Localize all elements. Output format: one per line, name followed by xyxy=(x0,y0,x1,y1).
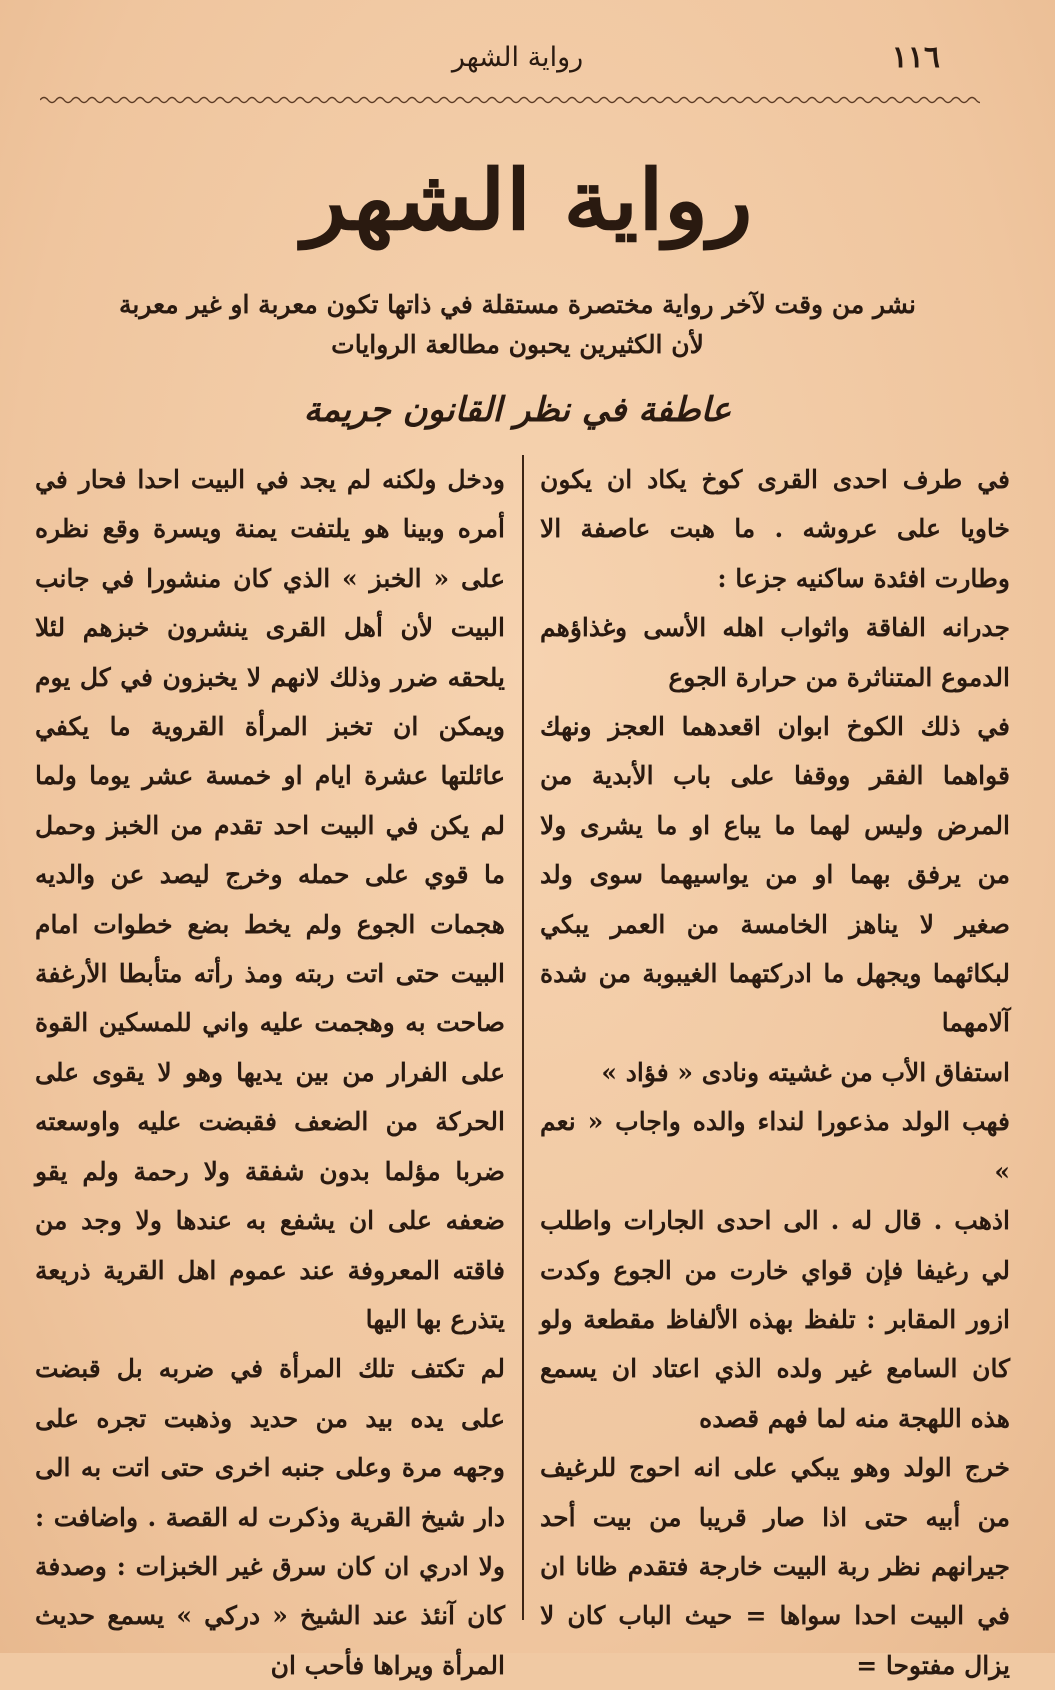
paragraph: في طرف احدى القرى كوخ يكاد ان يكون خاويا على عروشه . ما هبت عاصفة الا وطارت افئدة ساكنيه جزعا : xyxy=(540,465,1010,593)
paragraph: في ذلك الكوخ ابوان اقعدهما العجز ونهك قواهما الفقر ووقفا على باب الأبدية من المرض وليس لهما ما يباع او ما يشرى ولا من يرفق بهما او من يواسيهما سوى ولد صغير لا يناهز الخامسة من العمر يبكي لبكائهما ويجهل ما ادركتهما الغيبوبة من شدة آلامهما xyxy=(540,712,1010,1038)
running-title: رواية الشهر xyxy=(451,42,584,73)
column-divider xyxy=(522,455,524,1620)
paragraph: فهب الولد مذعورا لنداء والده واجاب « نعم » xyxy=(540,1107,1010,1186)
masthead-title: رواية الشهر xyxy=(302,151,753,249)
paragraph: ودخل ولكنه لم يجد في البيت احدا فحار في أمره وبينا هو يلتفت يمنة ويسرة وقع نظره على « الخبز » الذي كان منشورا في جانب البيت لأن أهل القرى ينشرون خبزهم لئلا يلحقه ضرر وذلك لانهم لا يخبزون في كل يوم ويمكن ان تخبز المرأة القروية ما يكفي عائلتها عشرة ايام او خمسة عشر يوما ولما لم يكن في البيت احد تقدم من الخبز وحمل ما قوي على حمله وخرج ليصد عن والديه هجمات الجوع ولم يخط بضع خطوات امام البيت حتى اتت ربته ومذ رأته متأبطا الأرغفة صاحت به وهجمت عليه واني للمسكين القوة على الفرار من بين يديها وهو لا يقوى على الحركة من الضعف فقبضت عليه واوسعته ضربا مؤلما بدون شفقة ولا رحمة ولم يقو ضعفه على ان يشفع به عندها ولا وجد من فاقته المعروفة عند عموم اهل القرية ذريعة يتذرع بها اليها xyxy=(35,465,505,1334)
wavy-divider xyxy=(40,94,980,106)
page-number: ١١٦ xyxy=(891,40,940,75)
paragraph: لم تكتف تلك المرأة في ضربه بل قبضت على يده بيد من حديد وذهبت تجره على وجهه مرة وعلى جنبه اخرى حتى اتت به الى دار شيخ القرية وذكرت له القصة . واضافت : ولا ادري ان كان سرق غير الخبزات : وصدفة كان آنئذ عند الشيخ « دركي » يسمع حديث المرأة ويراها فأحب ان xyxy=(35,1354,505,1680)
intro-line-1: نشر من وقت لآخر رواية مختصرة مستقلة في ذاتها تكون معربة او غير معربة xyxy=(118,290,916,319)
paragraph: خرج الولد وهو يبكي على انه احوج للرغيف من أبيه حتى اذا صار قريبا من بيت أحد جيرانهم نظر ربة البيت خارجة فتقدم ظانا ان في البيت احدا سواها = حيث الباب كان لا يزال مفتوحا = xyxy=(540,1453,1010,1680)
paragraph: استفاق الأب من غشيته ونادى « فؤاد » xyxy=(601,1057,1010,1087)
intro-line-2: لأن الكثيرين يحبون مطالعة الروايات xyxy=(331,330,704,359)
paragraph: اذهب . قال له . الى احدى الجارات واطلب لي رغيفا فإن قواي خارت من الجوع وكدت ازور المقابر : تلفظ بهذه الألفاظ مقطعة ولو كان السامع غير ولده الذي اعتاد ان يسمع هذه اللهجة منه لما فهم قصده xyxy=(540,1206,1010,1433)
intro-note xyxy=(40,285,995,365)
page-header xyxy=(40,38,995,88)
article-columns xyxy=(35,455,1010,1680)
story-title: عاطفة في نظر القانون جريمة xyxy=(303,390,732,430)
paragraph: جدرانه الفاقة واثواب اهله الأسى وغذاؤهم الدموع المتناثرة من حرارة الجوع xyxy=(540,613,1010,692)
left-column xyxy=(35,455,505,1680)
right-column xyxy=(540,455,1010,1680)
